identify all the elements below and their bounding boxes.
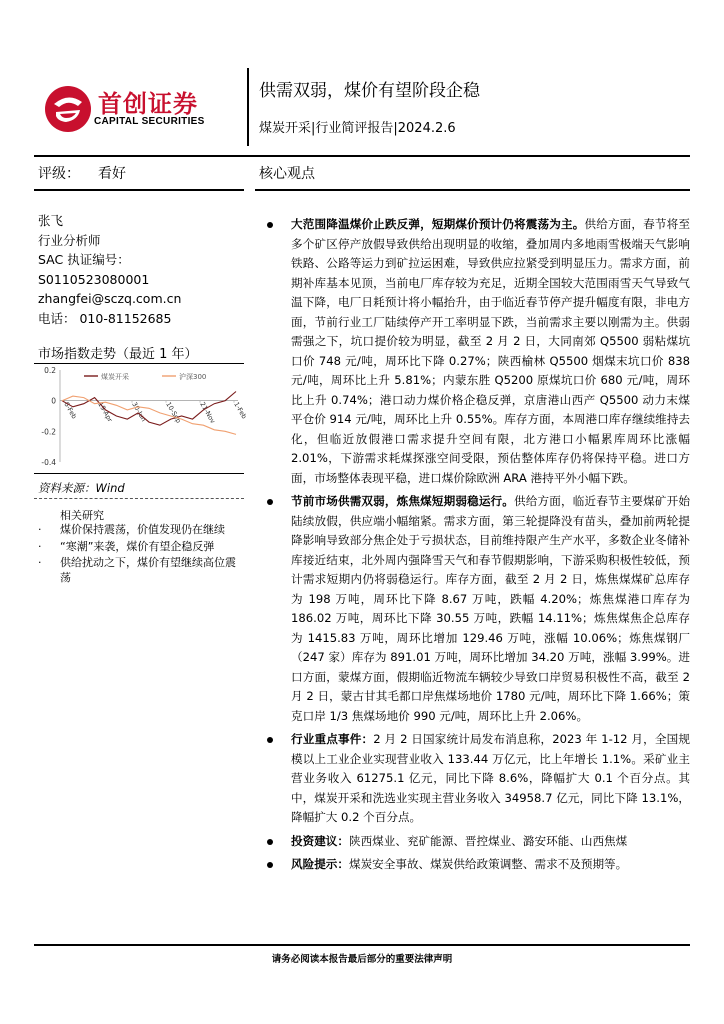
analyst-name: 张飞 bbox=[38, 213, 64, 228]
bullet-icon: · bbox=[38, 523, 42, 536]
data-source: 资料来源：Wind bbox=[38, 481, 125, 495]
related-research-title: 相关研究 bbox=[60, 509, 104, 522]
core-view-item bbox=[262, 730, 690, 828]
header-rule bbox=[34, 155, 690, 157]
rating-value: 看好 bbox=[98, 166, 126, 182]
core-view-heading: 大范围降温煤价止跌反弹，短期煤价预计仍将震荡为主。 bbox=[291, 217, 585, 231]
sac-label: SAC 执证编号： bbox=[38, 252, 130, 267]
analyst-info bbox=[38, 211, 181, 328]
trend-title: 市场指数走势（最近 1 年） bbox=[38, 347, 198, 362]
core-view-text: 煤炭安全事故、煤炭供给政策调整、需求不及预期等。 bbox=[348, 857, 628, 871]
header-divider bbox=[247, 68, 249, 146]
rating-label: 评级： bbox=[38, 166, 80, 182]
core-view-item bbox=[262, 832, 690, 852]
chart-bottom-rule bbox=[34, 473, 244, 474]
related-research-list bbox=[38, 523, 238, 587]
y-tick-label: -0.2 bbox=[41, 427, 56, 437]
related-research-item[interactable] bbox=[38, 540, 238, 555]
core-view-item bbox=[262, 215, 690, 488]
core-view-text: 供给方面，临近春节主要煤矿开始陆续放假，供应端小幅缩紧。需求方面，第三轮提降没有苗头，叠加前两轮提降影响导致部分焦企处于亏损状态，目前维持限产生产水平，多数企业冬储补库接近结束，北外周内强降雪天气和春节假期影响，下游采购积极性较低，预计需求短期内仍将弱稳运行。库存方面，截至 2 月 2 日，炼焦煤煤矿总库存为 198 万吨，周环比下降 8.67 万吨，跌幅 4.20%；炼焦煤港口库存为 186.02 万吨，周环比下降 30.55 万吨，跌幅 14.11%；炼焦煤焦企总库存为 1415.83 万吨，周环比增加 129.46 万吨，涨幅 10.06%；炼焦煤钢厂（247 家）库存为 891.01 万吨，周环比增加 34.20 万吨，涨幅 3.99%。进口方面，蒙煤方面，假期临近物流车辆较少导致口岸贸易积极性不高，截至 2 月 2 日，蒙古甘其毛都口岸焦煤场地价 1780 元/吨，周环比下降 1.66%；策克口岸 1/3 焦煤场地价 990 元/吨，周环比上升 2.06%。 bbox=[291, 494, 690, 723]
core-view-item bbox=[262, 492, 690, 726]
core-view-heading: 节前市场供需双弱，炼焦煤短期弱稳运行。 bbox=[291, 494, 515, 508]
y-tick-label: 0 bbox=[51, 396, 56, 406]
x-tick-label: 21-Nov bbox=[198, 400, 217, 425]
x-tick-label: 19-Apr bbox=[96, 400, 115, 424]
related-research-label: “寒潮”来袭，煤价有望企稳反弹 bbox=[60, 539, 215, 553]
core-view-text: 2 月 2 日国家统计局发布消息称，2023 年 1-12 月，全国规模以上工业企业实现营业收入 133.44 万亿元，比上年增长 1.1%。采矿业主营业务收入 61275.1 亿元，同比下降 8.6%，降幅扩大 0.1 个百分点。其中，煤炭开采和洗选业实现主营业务收入 34958.7 亿元，同比下降 13.1%，降幅扩大 0.2 个百分点。 bbox=[291, 732, 690, 824]
legend-label: 沪深300 bbox=[179, 373, 207, 381]
footer-rule bbox=[34, 944, 690, 946]
core-view-heading: 投资建议： bbox=[291, 833, 349, 848]
analyst-title: 行业分析师 bbox=[38, 232, 101, 248]
x-tick-label: 1-Feb bbox=[232, 400, 249, 421]
legal-notice: 请务必阅读本报告最后部分的重要法律声明 bbox=[271, 954, 453, 965]
sac-number: S0110523080001 bbox=[38, 271, 150, 287]
bullet-dot-icon bbox=[267, 499, 273, 505]
market-index-chart bbox=[34, 366, 249, 470]
bullet-dot-icon bbox=[267, 862, 273, 868]
y-tick-label: 0.2 bbox=[44, 366, 56, 375]
rating bbox=[38, 163, 126, 183]
bullet-dot-icon bbox=[267, 222, 273, 228]
x-tick-label: 6-Feb bbox=[62, 400, 79, 421]
related-research-item[interactable] bbox=[38, 523, 238, 538]
core-view-item bbox=[262, 855, 690, 875]
core-view-text: 供给方面，春节将至多个矿区停产放假导致供给出现明显的收缩，叠加周内多地雨雪极端天气影响铁路、公路等运力到矿拉运困难，导致供应拉紧受到明显压力。需求方面，前期补库基本见顶，当前电厂库存较为充足，近期全国较大范围雨雪天气导致气温下降，电厂日耗预计将小幅抬升，由于临近春节停产提升幅度有限，非电方面，节前行业工厂陆续停产开工率明显下跌，当前需求主要以刚需为主。供弱需强之下，坑口提价较为明显，截至 2 月 2 日，大同南郊 Q5500 弱粘煤坑口价 748 元/吨，周环比下降 0.27%；陕西榆林 Q5500 烟煤末坑口价 838 元/吨，周环比上升 5.81%；内蒙东胜 Q5200 原煤坑口价 680 元/吨，周环比上升 0.74%；港口动力煤价格企稳反弹，京唐港山西产 Q5500 动力末煤平仓价 914 元/吨，周环比上升 0.55%。库存方面，本周港口库存继续维持去化，但临近放假港口需求提升空间有限，北方港口小幅累库周环比涨幅 2.01%，下游需求耗煤探涨空间受限，预估整体库存仍将保持平稳。进口方面，市场整体表现平稳，进口煤价除欧洲 ARA 港持平外小幅下跌。 bbox=[291, 217, 690, 485]
report-title: 供需双弱，煤价有望阶段企稳 bbox=[259, 81, 480, 101]
bullet-dot-icon bbox=[267, 737, 273, 743]
right-column-rule bbox=[255, 189, 690, 191]
related-research-label: 煤价保持震荡，价值发现仍在继续 bbox=[60, 523, 225, 536]
bullet-icon: · bbox=[38, 539, 42, 553]
legend-label: 煤炭开采 bbox=[101, 373, 129, 381]
y-tick-label: -0.4 bbox=[41, 458, 56, 467]
core-view-text: 陕西煤业、兖矿能源、晋控煤业、潞安环能、山西焦煤 bbox=[348, 833, 628, 848]
core-view-heading: 风险提示： bbox=[291, 857, 349, 871]
x-tick-label: 10-Sep bbox=[164, 400, 183, 425]
report-subtitle: 煤炭开采|行业简评报告|2024.2.6 bbox=[259, 121, 456, 136]
trend-title-rule bbox=[34, 363, 244, 364]
related-research-label: 供给扰动之下，煤价有望继续高位震荡 bbox=[60, 556, 236, 584]
bullet-icon: · bbox=[38, 556, 42, 569]
left-column-rule bbox=[34, 189, 244, 191]
logo-name-cn: 首创证券 bbox=[98, 90, 198, 118]
company-logo bbox=[42, 84, 238, 134]
logo-name-en: CAPITAL SECURITIES bbox=[94, 116, 205, 127]
source-rule bbox=[34, 498, 244, 500]
analyst-phone: 电话： 010-81152685 bbox=[38, 310, 172, 326]
x-tick-label: 30-Jun bbox=[130, 400, 148, 423]
bullet-dot-icon bbox=[267, 839, 273, 845]
related-research-item[interactable] bbox=[38, 556, 238, 585]
core-view-heading: 行业重点事件： bbox=[291, 732, 374, 746]
logo-mark-icon bbox=[42, 84, 94, 134]
analyst-email[interactable]: zhangfei@sczq.com.cn bbox=[38, 291, 182, 306]
core-views-title: 核心观点 bbox=[259, 166, 315, 182]
core-views-list bbox=[262, 215, 690, 879]
